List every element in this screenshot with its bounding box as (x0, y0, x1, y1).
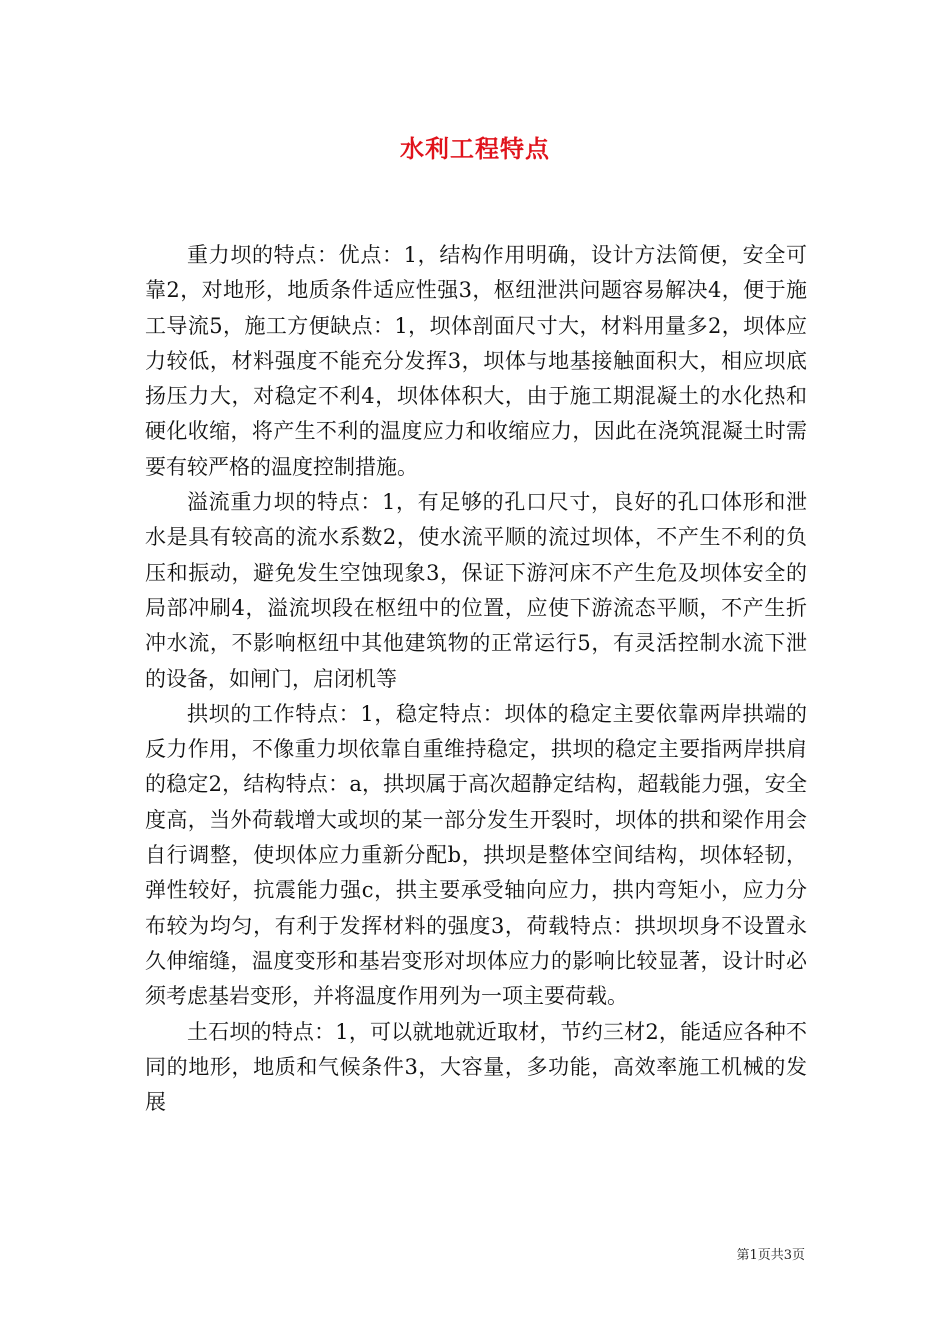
paragraph-overflow-gravity-dam: 溢流重力坝的特点：1，有足够的孔口尺寸，良好的孔口体形和泄水是具有较高的流水系数2，使水流平顺的流过坝体，不产生不利的负压和振动，避免发生空蚀现象3，保证下游河床不产生危及坝体安全的局部冲刷4，溢流坝段在枢纽中的位置，应使下游流态平顺，不产生折冲水流，不影响枢纽中其他建筑物的正常运行5，有灵活控制水流下泄的设备，如闸门，启闭机等 (145, 490, 807, 691)
paragraph-arch-dam: 拱坝的工作特点：1，稳定特点：坝体的稳定主要依靠两岸拱端的反力作用，不像重力坝依靠自重维持稳定，拱坝的稳定主要指两岸拱肩的稳定2，结构特点：a，拱坝属于高次超静定结构，超载能力强，安全度高，当外荷载增大或坝的某一部分发生开裂时，坝体的拱和梁作用会自行调整，使坝体应力重新分配b，拱坝是整体空间结构，坝体轻韧，弹性较好，抗震能力强c，拱主要承受轴向应力，拱内弯矩小，应力分布较为均匀，有利于发挥材料的强度3，荷载特点：拱坝坝身不设置永久伸缩缝，温度变形和基岩变形对坝体应力的影响比较显著，设计时必须考虑基岩变形，并将温度作用列为一项主要荷载。 (145, 701, 807, 1009)
document-body (145, 238, 807, 1120)
paragraph-earth-rock-dam: 土石坝的特点：1，可以就地就近取材，节约三材2，能适应各种不同的地形，地质和气候条件3，大容量，多功能，高效率施工机械的发展 (145, 1019, 807, 1115)
page-number-footer: 第1页共3页 (736, 1248, 805, 1263)
paragraph-gravity-dam: 重力坝的特点：优点：1，结构作用明确，设计方法简便，安全可靠2，对地形，地质条件适应性强3，枢纽泄洪问题容易解决4，便于施工导流5，施工方便缺点：1，坝体剖面尺寸大，材料用量多2，坝体应力较低，材料强度不能充分发挥3，坝体与地基接触面积大，相应坝底扬压力大，对稳定不利4，坝体体积大，由于施工期混凝土的水化热和硬化收缩，将产生不利的温度应力和收缩应力，因此在浇筑混凝土时需要有较严格的温度控制措施。 (145, 243, 807, 479)
document-title: 水利工程特点 (400, 135, 550, 163)
